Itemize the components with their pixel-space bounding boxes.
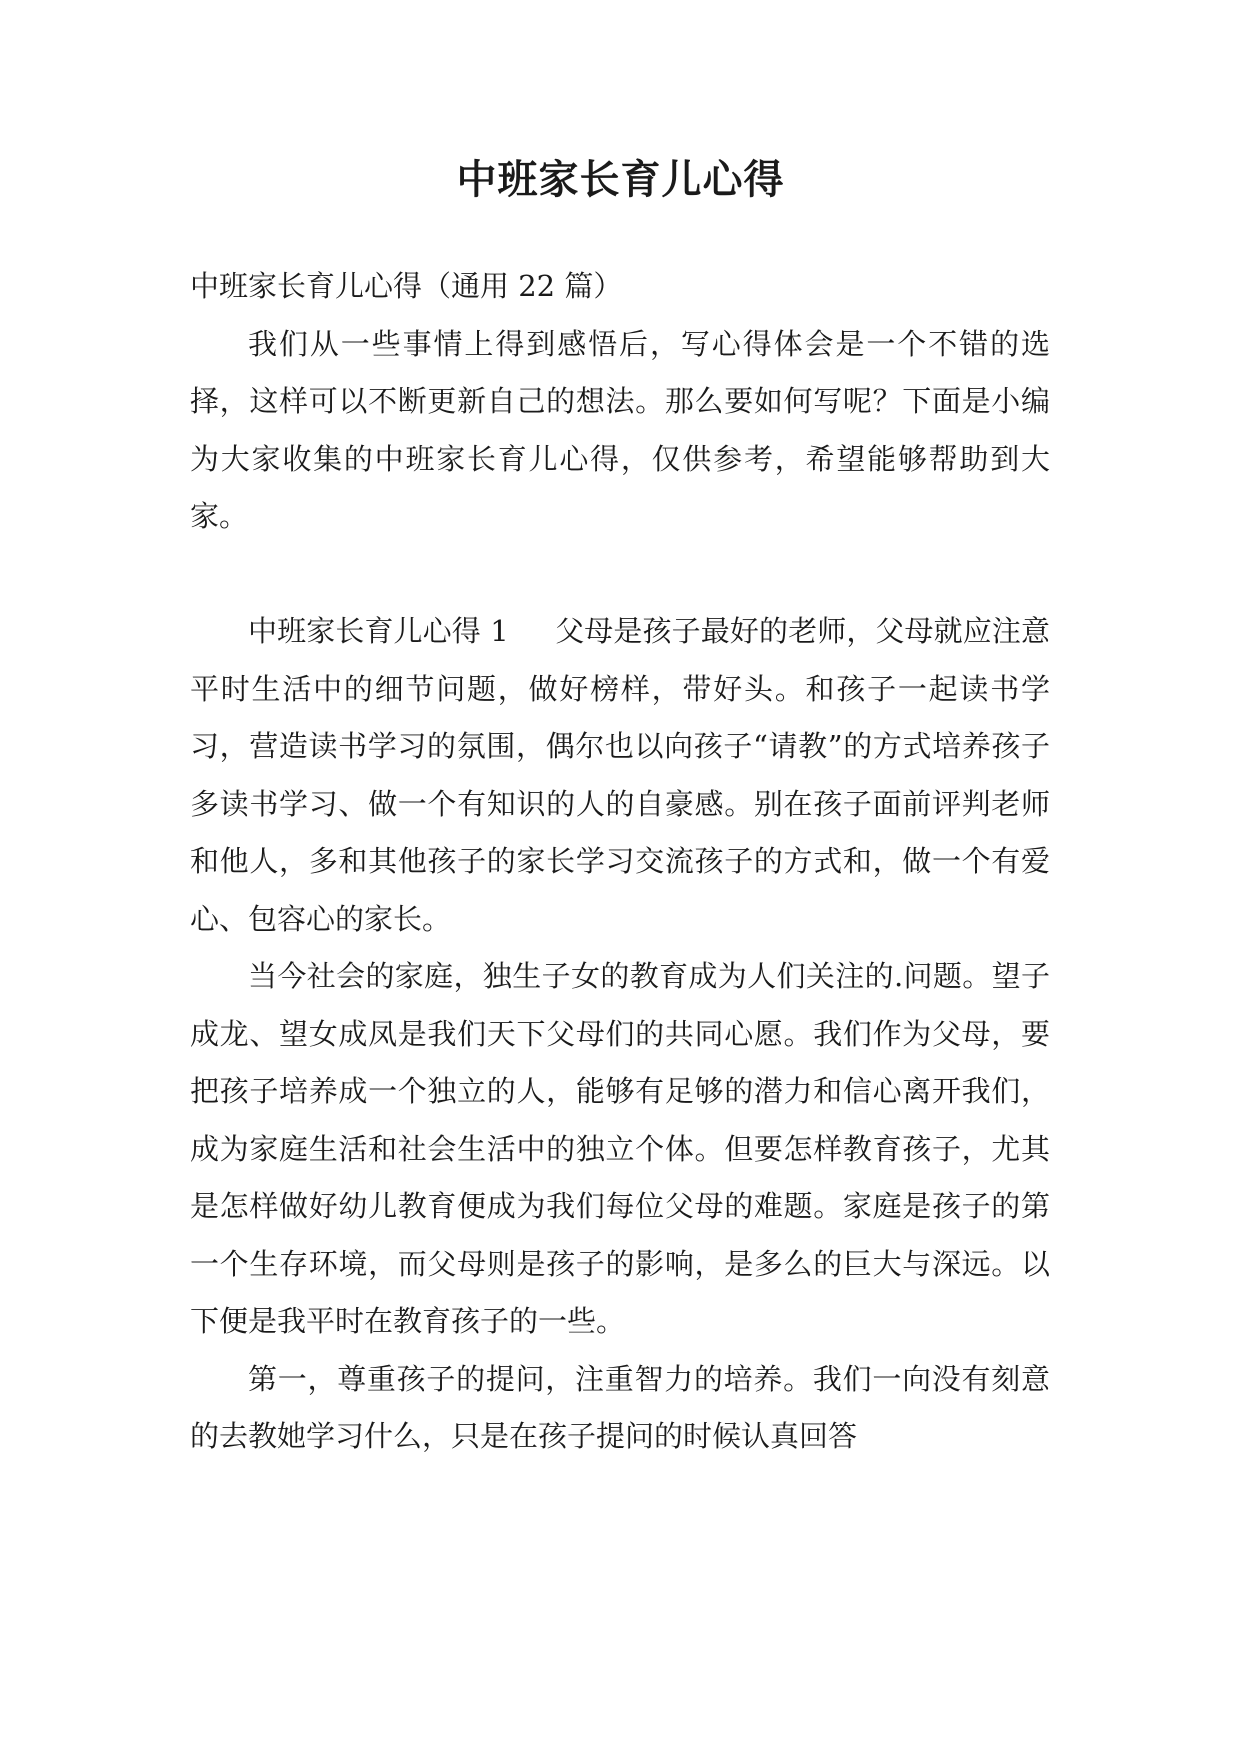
intro-paragraph: 我们从一些事情上得到感悟后，写心得体会是一个不错的选择，这样可以不断更新自己的想法。那么要如何写呢？下面是小编为大家收集的中班家长育儿心得，仅供参考，希望能够帮助到大家。 (190, 326, 1050, 533)
section-1-paragraph-3: 第一，尊重孩子的提问，注重智力的培养。我们一向没有刻意的去教她学习什么，只是在孩子提问的时候认真回答 (190, 1361, 1050, 1453)
section-1-heading: 中班家长育儿心得 1 (248, 614, 509, 648)
section-1-paragraph-1-text: 父母是孩子最好的老师，父母就应注意平时生活中的细节问题，做好榜样，带好头。和孩子一起读书学习，营造读书学习的氛围，偶尔也以向孩子“请教”的方式培养孩子多读书学习、做一个有知识的人的自豪感。别在孩子面前评判老师和他人，多和其他孩子的家长学习交流孩子的方式和，做一个有爱心、包容心的家长。 (190, 614, 1050, 936)
section-1-paragraph-1 (190, 603, 1050, 948)
paragraph-spacer (190, 546, 1050, 604)
document-body (190, 258, 1050, 1466)
document-subtitle: 中班家长育儿心得（通用 22 篇） (190, 269, 623, 303)
section-1-paragraph-2: 当今社会的家庭，独生子女的教育成为人们关注的.问题。望子成龙、望女成凤是我们天下父母们的共同心愿。我们作为父母，要把孩子培养成一个独立的人，能够有足够的潜力和信心离开我们，成为家庭生活和社会生活中的独立个体。但要怎样教育孩子，尤其是怎样做好幼儿教育便成为我们每位父母的难题。家庭是孩子的第一个生存环境，而父母则是孩子的影响，是多么的巨大与深远。以下便是我平时在教育孩子的一些。 (190, 959, 1050, 1338)
document-title: 中班家长育儿心得 (456, 157, 785, 203)
